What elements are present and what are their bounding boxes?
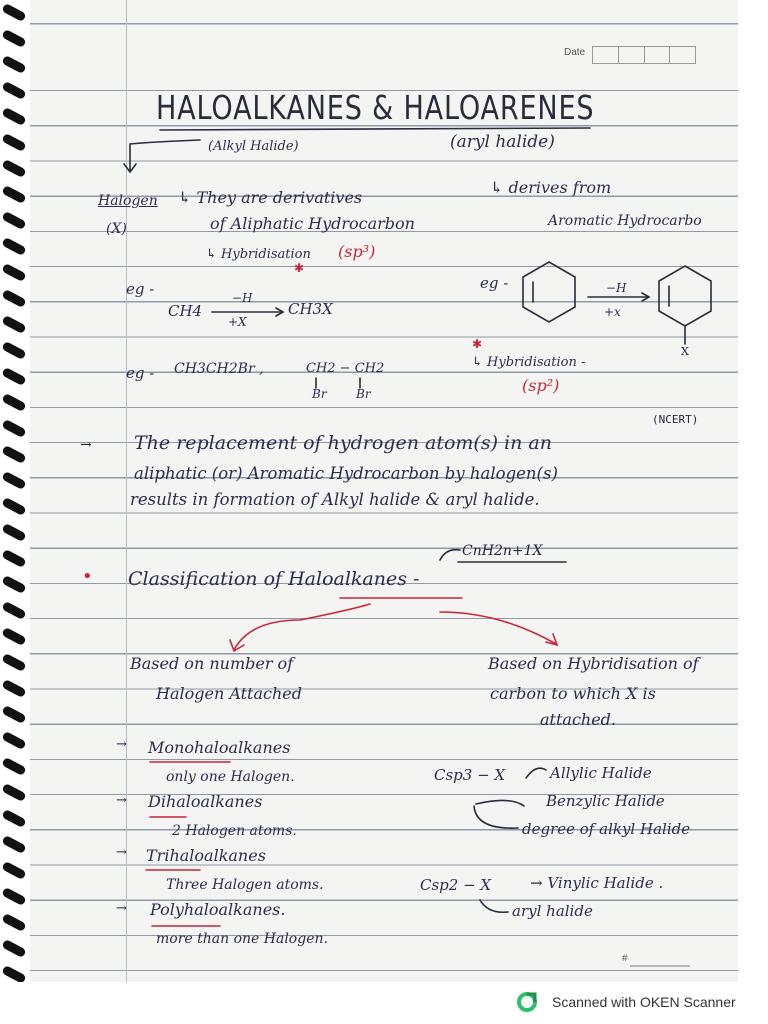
reaction-arrow-top: −H	[232, 291, 253, 305]
list-arrow: →	[116, 737, 127, 752]
paragraph-bullet-arrow: →	[80, 437, 92, 453]
classification-bullet: •	[82, 566, 93, 587]
aryl-halide: aryl halide	[512, 902, 593, 920]
formula-arrow	[440, 550, 460, 560]
list-item-di: Dihaloalkanes	[148, 792, 263, 811]
ncert-label: (NCERT)	[652, 413, 699, 426]
sp3-arrow-2	[476, 800, 524, 806]
right-branch-heading-3: attached.	[540, 710, 616, 729]
oken-logo-icon	[516, 991, 538, 1013]
branch-arrow-left	[130, 140, 200, 170]
aryl-x-label: X	[681, 345, 689, 358]
compound-dibromoethane: CH2 − CH2	[306, 361, 385, 376]
general-formula: CnH2n+1X	[462, 543, 543, 559]
right-branch-heading-1: Based on Hybridisation of	[488, 654, 699, 673]
benzene-ring-icon	[659, 266, 711, 326]
page-title: HALOALKANES & HALOARENES	[156, 88, 595, 127]
subtitle-alkyl-halide: (Alkyl Halide)	[208, 139, 299, 154]
list-item-poly-desc: more than one Halogen.	[156, 931, 328, 947]
csp3-label: Csp3 − X	[434, 766, 506, 784]
star-icon-2: ✱	[472, 337, 483, 351]
eg-label-1: eg -	[126, 280, 155, 298]
hybridisation-label-right: ↳ Hybridisation -	[472, 355, 586, 370]
list-item-mono: Monohaloalkanes	[148, 738, 291, 757]
list-item-tri-desc: Three Halogen atoms.	[166, 877, 324, 893]
left-branch-heading-2: Halogen Attached	[156, 684, 302, 703]
allylic-halide: Allylic Halide	[550, 764, 652, 782]
halogen-label: Halogen	[98, 193, 158, 209]
eg-label-2: eg -	[126, 364, 155, 382]
paragraph-line-2: aliphatic (or) Aromatic Hydrocarbon by halogen(s)	[134, 464, 558, 483]
benzylic-halide: Benzylic Halide	[546, 792, 665, 810]
list-item-poly: Polyhaloalkanes.	[150, 900, 286, 919]
left-branch-heading-1: Based on number of	[130, 654, 294, 673]
halogen-symbol: (X)	[106, 221, 127, 237]
page-number-label: #	[622, 953, 628, 964]
subtitle-aryl-halide: (aryl halide)	[450, 132, 555, 152]
definition-line-1: ↳ They are derivatives	[178, 188, 363, 207]
star-icon: ✱	[294, 261, 305, 275]
csp2-label: Csp2 − X	[420, 876, 492, 894]
aromatic-arrow-top: −H	[606, 281, 627, 295]
reaction-arrow-bottom: +X	[228, 315, 247, 329]
right-branch-heading-2: carbon to which X is	[490, 684, 656, 703]
definition-line-2: of Aliphatic Hydrocarbon	[210, 214, 415, 233]
sp2-arrow	[480, 900, 508, 912]
classification-heading: Classification of Haloalkanes -	[128, 568, 420, 590]
aromatic-arrow-bottom: +x	[604, 305, 621, 319]
classification-branch-right	[440, 612, 556, 644]
hybridisation-sp3: (sp³)	[338, 242, 376, 261]
product-ch3x: CH3X	[288, 300, 333, 318]
bromine-2: Br	[356, 387, 371, 401]
date-label: Date	[564, 47, 586, 58]
list-arrow: →	[116, 845, 127, 860]
sp3-arrow	[526, 768, 546, 778]
compound-ethyl-bromide: CH3CH2Br ,	[174, 361, 264, 377]
list-item-tri: Trihaloalkanes	[146, 846, 266, 865]
hybridisation-sp2: (sp²)	[522, 376, 560, 395]
paragraph-line-1: The replacement of hydrogen atom(s) in an	[134, 432, 552, 454]
classification-branch-left	[234, 604, 370, 650]
derives-line-1: ↳ derives from	[490, 178, 612, 197]
list-arrow: →	[116, 793, 127, 808]
sp3-arrow-3	[474, 806, 518, 828]
list-item-mono-desc: only one Halogen.	[166, 769, 295, 785]
reactant-ch4: CH4	[168, 302, 203, 320]
list-item-di-desc: 2 Halogen atoms.	[172, 823, 297, 839]
list-arrow: →	[116, 901, 127, 916]
paragraph-line-3: results in formation of Alkyl halide & aryl halide.	[130, 490, 540, 509]
scanner-footer-text: Scanned with OKEN Scanner	[552, 994, 736, 1010]
title-underline	[160, 128, 590, 130]
bromine-1: Br	[312, 387, 327, 401]
vinylic-halide: → Vinylic Halide .	[530, 874, 664, 892]
benzene-ring-icon	[523, 262, 575, 322]
eg-label-3: eg -	[480, 274, 509, 292]
derives-line-2: Aromatic Hydrocarbo	[548, 213, 702, 229]
hybridisation-label-left: ↳ Hybridisation	[206, 247, 311, 262]
degree-alkyl-halide: degree of alkyl Halide	[522, 820, 691, 838]
